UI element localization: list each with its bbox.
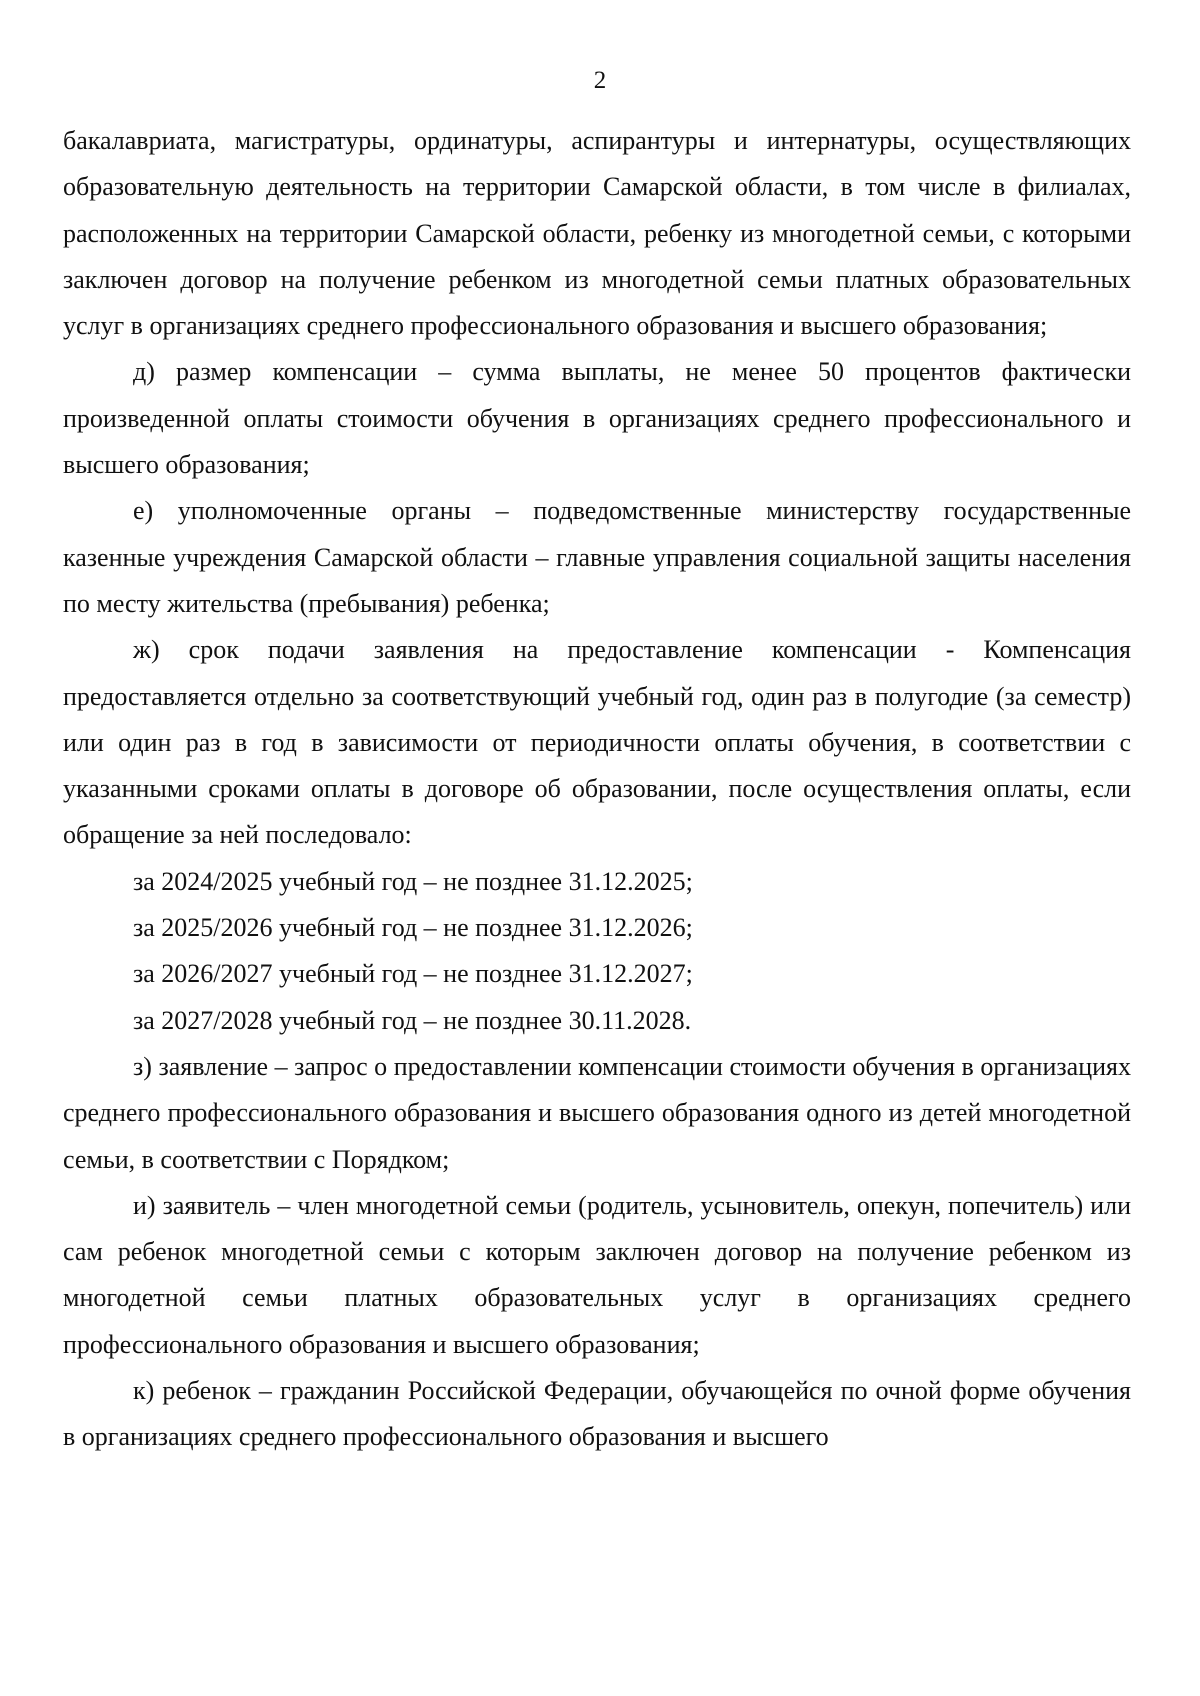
- paragraph-continuation: бакалавриата, магистратуры, ординатуры, аспирантуры и интернатуры, осуществляющих образовательную деятельность на территории Самарской области, в том числе в филиалах, расположенных на территории Самарской области, ребенку из многодетной семьи, с которыми заключен договор на получение ребенком из многодетной семьи платных образовательных услуг в организациях среднего профессионального образования и высшего образования;: [63, 126, 1131, 341]
- paragraph-k-child: к) ребенок – гражданин Российской Федерации, обучающейся по очной форме обучения в организациях среднего профессионального образования и высшего: [63, 1376, 1131, 1452]
- deadline-item: за 2027/2028 учебный год – не позднее 30.11.2028.: [133, 1005, 692, 1035]
- paragraph-z-application: з) заявление – запрос о предоставлении компенсации стоимости обучения в организациях среднего профессионального образования и высшего образования одного из детей многодетной семьи, в соответствии с Порядком;: [63, 1051, 1131, 1174]
- paragraph-d-compensation-amount: д) размер компенсации – сумма выплаты, не менее 50 процентов фактически произведенной оплаты стоимости обучения в организациях среднего профессионального и высшего образования;: [63, 357, 1131, 480]
- paragraph-e-authorized-bodies: е) уполномоченные органы – подведомственные министерству государственные казенные учреждения Самарской области – главные управления социальной защиты населения по месту жительства (пребывания) ребенка;: [63, 496, 1131, 618]
- document-body: [63, 118, 1131, 1461]
- page-number: 2: [593, 67, 607, 94]
- paragraph-zh-application-deadline: ж) срок подачи заявления на предоставление компенсации - Компенсация предоставляется отдельно за соответствующий учебный год, один раз в полугодие (за семестр) или один раз в год в зависимости от периодичности оплаты обучения, в соответствии с указанными сроками оплаты в договоре об образовании, после осуществления оплаты, если обращение за ней последовало:: [63, 635, 1131, 850]
- deadline-item: за 2024/2025 учебный год – не позднее 31.12.2025;: [133, 866, 693, 896]
- paragraph-i-applicant: и) заявитель – член многодетной семьи (родитель, усыновитель, опекун, попечитель) или сам ребенок многодетной семьи с которым заключен договор на получение ребенком из многодетной семьи платных образовательных услуг в организациях среднего профессионального образования и высшего образования;: [63, 1190, 1131, 1359]
- deadline-item: за 2025/2026 учебный год – не позднее 31.12.2026;: [133, 913, 693, 943]
- deadline-item: за 2026/2027 учебный год – не позднее 31.12.2027;: [133, 959, 693, 989]
